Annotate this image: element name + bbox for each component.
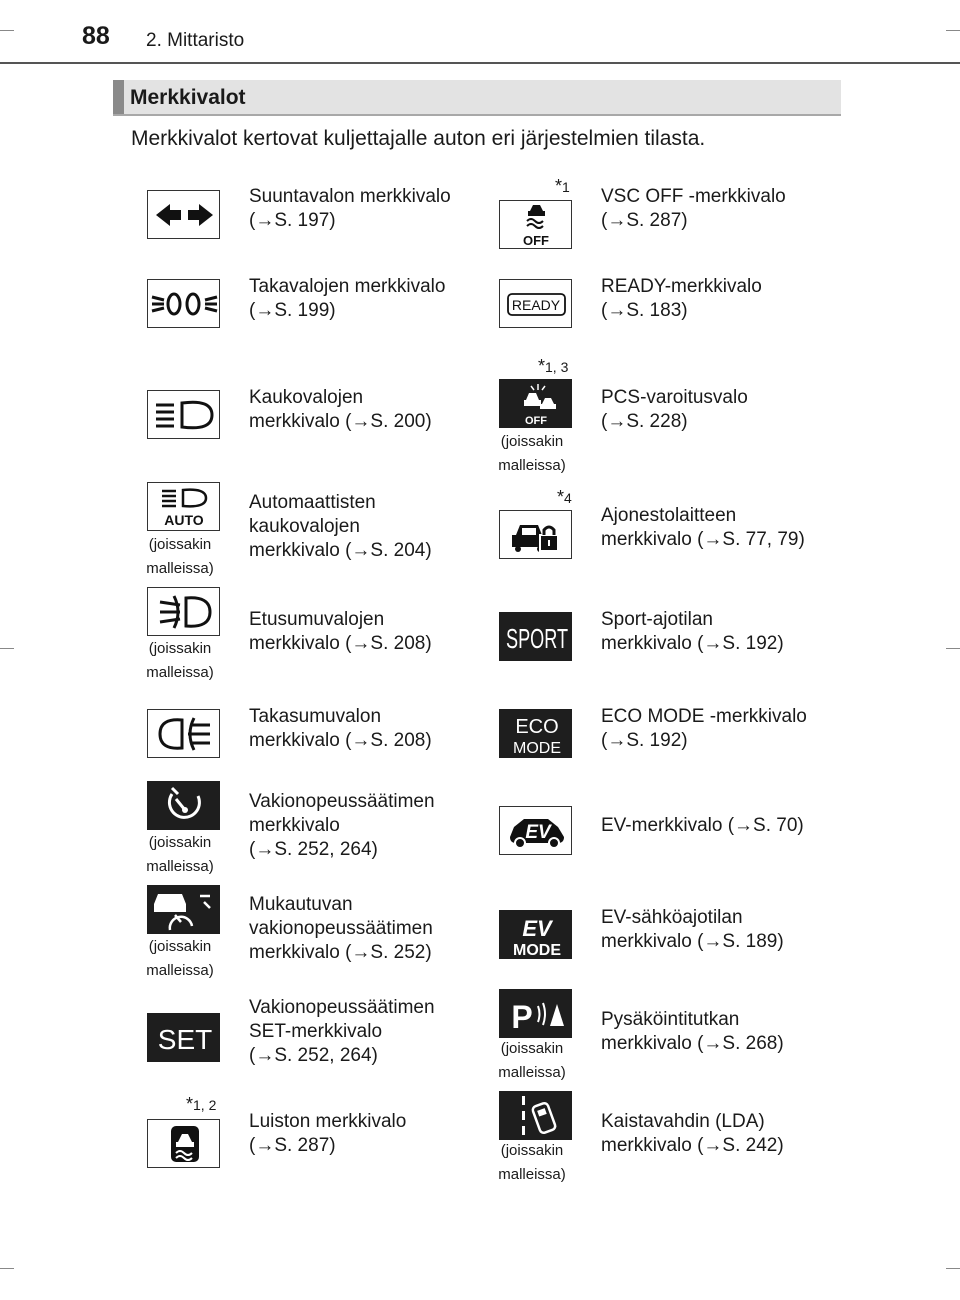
model-note: (joissakin — [148, 938, 212, 955]
indicator-ref: (→S. 287) — [249, 1135, 336, 1156]
model-note: (joissakin — [148, 834, 212, 851]
sport-label: SPORT — [506, 623, 568, 654]
indicator-desc: Pysäköintitutkan — [601, 1009, 740, 1030]
heading-accent — [113, 80, 124, 114]
footnote-marker: *1, 2 — [186, 1094, 217, 1114]
indicator-ref: (→S. 199) — [249, 300, 336, 321]
indicator-desc: Automaattisten — [249, 492, 376, 513]
parking-sensor-icon — [499, 989, 572, 1038]
indicator-desc: vakionopeussäätimen — [249, 918, 433, 939]
model-note: malleissa) — [146, 962, 214, 979]
indicator-desc: Takasumuvalon — [249, 706, 382, 727]
model-note: malleissa) — [146, 560, 214, 577]
indicator-desc: kaukovalojen — [249, 516, 360, 537]
ev-mode-ev-label: EV — [522, 916, 552, 941]
indicator-ref: merkkivalo (→S. 200) — [249, 411, 432, 432]
set-indicator-label: SET — [157, 1024, 213, 1055]
model-note: malleissa) — [146, 664, 214, 681]
mode-label: MODE — [513, 740, 561, 757]
indicator-ref: merkkivalo (→S. 208) — [249, 633, 432, 654]
rear-fog-icon — [147, 709, 220, 758]
indicator-desc: VSC OFF -merkkivalo — [601, 186, 786, 207]
indicator-desc: ECO MODE -merkkivalo — [601, 706, 807, 727]
indicator-ref: merkkivalo (→S. 189) — [601, 931, 784, 952]
lane-departure-icon — [499, 1091, 572, 1140]
indicator-ref: merkkivalo (→S. 204) — [249, 540, 432, 561]
indicator-desc: Luiston merkkivalo — [249, 1111, 407, 1132]
indicator-ref: merkkivalo (→S. 268) — [601, 1033, 784, 1054]
model-note: malleissa) — [498, 1064, 566, 1081]
indicator-desc: SET-merkkivalo — [249, 1021, 383, 1042]
cruise-control-icon — [147, 781, 220, 830]
svg-text:AUTO: AUTO — [164, 512, 204, 528]
header-divider — [0, 62, 960, 64]
high-beam-icon — [147, 390, 220, 439]
model-note: (joissakin — [500, 433, 564, 450]
indicator-ref: merkkivalo (→S. 242) — [601, 1135, 784, 1156]
indicator-ref: (→S. 192) — [601, 730, 688, 751]
indicator-ref: merkkivalo (→S. 192) — [601, 633, 784, 654]
indicator-desc: Suuntavalon merkkivalo — [249, 186, 451, 207]
set-indicator-icon — [147, 1013, 220, 1062]
indicator-ref: merkkivalo (→S. 252) — [249, 942, 432, 963]
tail-lights-icon — [147, 279, 220, 328]
model-note: (joissakin — [500, 1040, 564, 1057]
immobilizer-icon — [499, 510, 572, 559]
page-number: 88 — [82, 22, 110, 50]
indicator-ref: (→S. 183) — [601, 300, 688, 321]
indicator-desc: Vakionopeussäätimen — [249, 791, 435, 812]
pcs-off-label: OFF — [525, 415, 547, 427]
indicator-desc: Vakionopeussäätimen — [249, 997, 435, 1018]
slip-indicator-icon — [147, 1119, 220, 1168]
indicator-desc: EV-merkkivalo (→S. 70) — [601, 815, 804, 836]
indicator-ref: merkkivalo (→S. 208) — [249, 730, 432, 751]
sport-mode-icon — [499, 612, 572, 661]
indicator-ref: (→S. 287) — [601, 210, 688, 231]
indicator-desc: Kaukovalojen — [249, 387, 364, 408]
indicator-ref: merkkivalo (→S. 77, 79) — [601, 529, 805, 550]
section-title: Merkkivalot — [130, 86, 246, 109]
auto-high-beam-icon — [147, 482, 220, 531]
model-note: malleissa) — [498, 1166, 566, 1183]
indicator-desc: Sport-ajotilan — [601, 609, 713, 630]
model-note: malleissa) — [146, 858, 214, 875]
vsc-off-label: OFF — [523, 233, 549, 248]
indicator-ref: (→S. 252, 264) — [249, 1045, 378, 1066]
front-fog-icon — [147, 587, 220, 636]
pcs-warning-icon — [499, 379, 572, 428]
eco-label: ECO — [515, 716, 559, 738]
section-heading — [113, 80, 841, 116]
indicator-desc: EV-sähköajotilan — [601, 907, 743, 928]
indicator-desc: Kaistavahdin (LDA) — [601, 1111, 765, 1132]
section-intro: Merkkivalot kertovat kuljettajalle auton eri järjestelmien tilasta. — [131, 127, 706, 150]
footnote-marker: *1, 3 — [538, 356, 569, 376]
chapter-title: 2. Mittaristo — [146, 30, 245, 51]
indicator-desc: Takavalojen merkkivalo — [249, 276, 446, 297]
indicator-ref: (→S. 228) — [601, 411, 688, 432]
indicator-desc: merkkivalo — [249, 815, 340, 836]
ready-indicator-icon — [499, 279, 572, 328]
ev-mode-icon — [499, 910, 572, 959]
adaptive-cruise-icon — [147, 885, 220, 934]
footnote-marker: *4 — [557, 487, 572, 507]
model-note: malleissa) — [498, 457, 566, 474]
model-note: (joissakin — [148, 536, 212, 553]
indicator-desc: Etusumuvalojen — [249, 609, 385, 630]
ready-label: READY — [511, 297, 561, 313]
indicator-desc: PCS-varoitusvalo — [601, 387, 748, 408]
vsc-off-icon — [499, 200, 572, 249]
eco-mode-icon — [499, 709, 572, 758]
model-note: (joissakin — [148, 640, 212, 657]
ev-indicator-icon — [499, 806, 572, 855]
ev-mode-mode-label: MODE — [513, 942, 561, 959]
turn-signal-arrows-icon — [147, 190, 220, 239]
indicator-desc: Ajonestolaitteen — [601, 505, 737, 526]
footnote-marker: *1 — [555, 176, 570, 196]
parking-label: P — [511, 999, 533, 1035]
indicator-ref: (→S. 252, 264) — [249, 839, 378, 860]
model-note: (joissakin — [500, 1142, 564, 1159]
ev-label: EV — [525, 822, 551, 843]
indicator-desc: READY-merkkivalo — [601, 276, 762, 297]
indicator-desc: Mukautuvan — [249, 894, 353, 915]
indicator-ref: (→S. 197) — [249, 210, 336, 231]
